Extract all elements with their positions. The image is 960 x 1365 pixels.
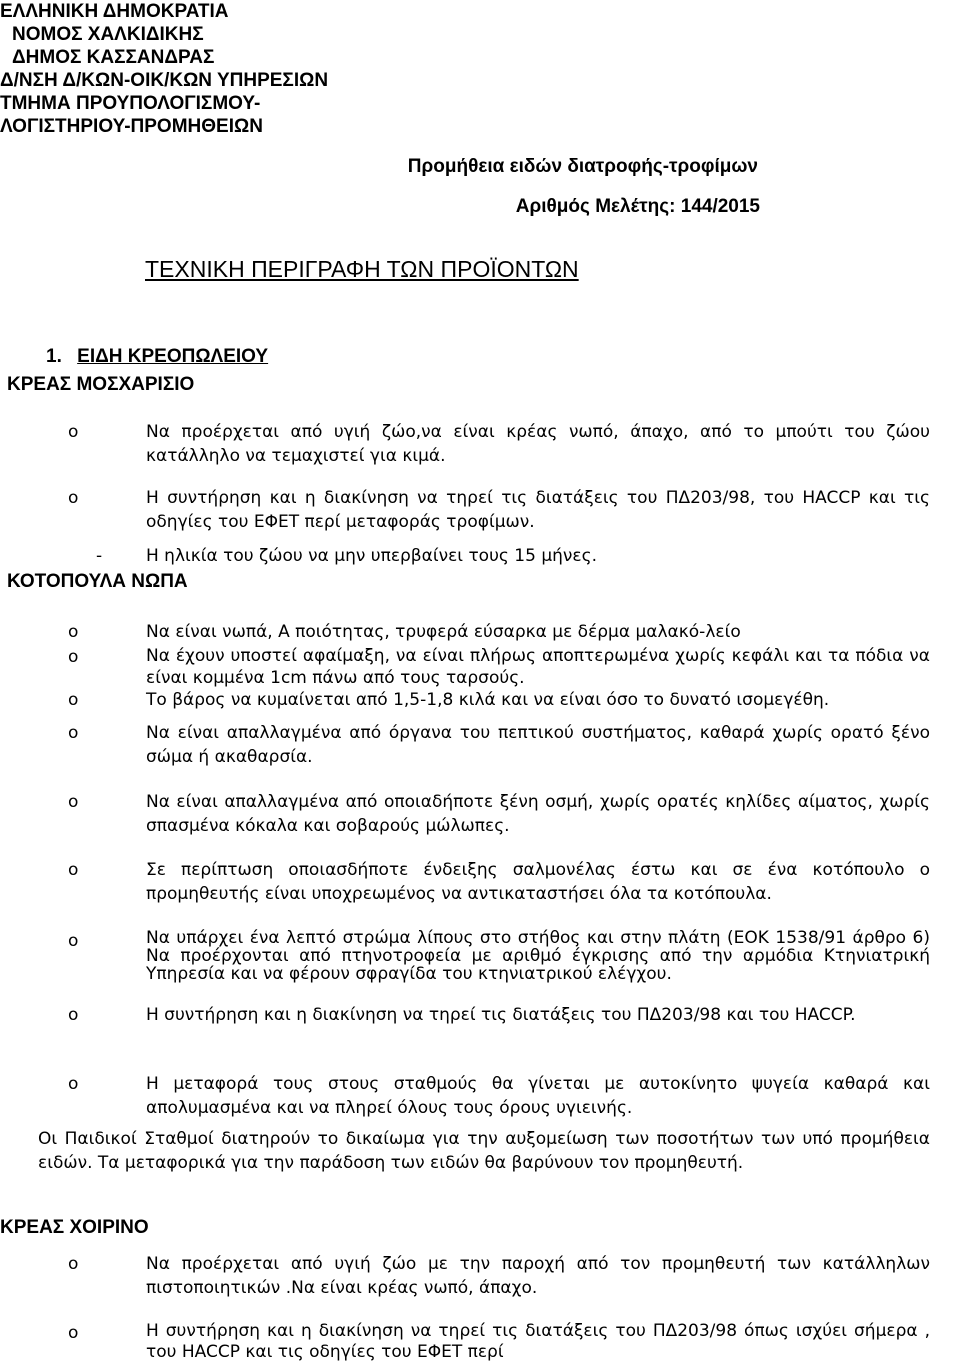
bullet-marker: o xyxy=(68,792,79,812)
item-text: Να προέρχεται από υγιή ζώο,να είναι κρέας νωπό, άπαχο, από το μπούτι του ζώου κατάλληλο να τεμαχιστεί για κιμά. xyxy=(146,422,930,466)
quantity-note: Οι Παιδικοί Σταθμοί διατηρούν το δικαίωμα για την αυξομείωση των ποσοτήτων των υπό προμήθεια ειδών. Τα μεταφορικά για την παράδοση των ειδών θα βαρύνουν τον προμηθευτή. xyxy=(38,1129,930,1173)
item-text: Να προέρχεται από υγιή ζώο με την παροχή από τον προμηθευτή των κατάλληλων πιστοποιητικών .Να είναι κρέας νωπό, άπαχο. xyxy=(146,1254,930,1298)
list-item xyxy=(68,1072,930,1120)
list-item xyxy=(68,420,930,468)
study-number: Αριθμός Μελέτης: 144/2015 xyxy=(515,196,760,217)
item-text: Να υπάρχει ένα λεπτό στρώμα λίπους στο στήθος και στην πλάτη (ΕΟΚ 1538/91 άρθρο 6) Να προέρχονται από πτηνοτροφεία με αριθμό έγκρισης από την αρμόδια Κτηνιατρική Υπηρεσία και να φέρουν σφραγίδα του κτηνιατρικού ελέγχου. xyxy=(146,928,930,984)
item-text: Να είναι νωπά, Α ποιότητας, τρυφερά εύσαρκα με δέρμα μαλακό-λείο xyxy=(146,622,741,642)
header-line: ΝΟΜΟΣ ΧΑΛΚΙΔΙΚΗΣ xyxy=(12,24,204,45)
item-text: Να έχουν υποστεί αφαίμαξη, να είναι πλήρως αποπτερωμένα χωρίς κεφάλι και τα πόδια να είναι κομμένα 1cm πάνω από τους ταρσούς. xyxy=(146,646,930,688)
bullet-marker: o xyxy=(68,860,79,880)
bullet-marker: o xyxy=(68,931,79,951)
header-line: ΔΗΜΟΣ ΚΑΣΣΑΝΔΡΑΣ xyxy=(12,47,215,68)
item-text: Η ηλικία του ζώου να μην υπερβαίνει τους 15 μήνες. xyxy=(146,546,597,566)
dash-marker: - xyxy=(96,546,103,566)
item-text: Να είναι απαλλαγμένα από όργανα του πεπτικού συστήματος, καθαρά χωρίς ορατό ξένο σώμα ή ακαθαρσία. xyxy=(146,723,930,767)
header-line: ΛΟΓΙΣΤΗΡΙΟΥ-ΠΡΟΜΗΘΕΙΩΝ xyxy=(0,116,263,137)
list-item xyxy=(68,544,930,568)
procurement-subject: Προμήθεια ειδών διατροφής-τροφίμων xyxy=(407,156,758,177)
section-heading xyxy=(46,346,268,368)
bullet-marker: o xyxy=(68,1323,79,1343)
item-text: Το βάρος να κυμαίνεται από 1,5-1,8 κιλά και να είναι όσο το δυνατό ισομεγέθη. xyxy=(146,690,830,710)
item-text: Να είναι απαλλαγμένα από οποιαδήποτε ξένη οσμή, χωρίς ορατές κηλίδες αίματος, χωρίς σπασμένα κόκαλα και σοβαρούς μώλωπες. xyxy=(146,792,930,836)
header-line: Δ/ΝΣΗ Δ/ΚΩΝ-ΟΙΚ/ΚΩΝ ΥΠΗΡΕΣΙΩΝ xyxy=(0,70,329,91)
list-item xyxy=(68,620,930,644)
beef-heading: ΚΡΕΑΣ ΜΟΣΧΑΡΙΣΙΟ xyxy=(7,374,195,395)
bullet-marker: o xyxy=(68,690,79,710)
list-item xyxy=(68,721,930,769)
list-item xyxy=(68,790,930,838)
item-text: Σε περίπτωση οποιασδήποτε ένδειξης σαλμονέλας έστω και σε ένα κοτόπουλο ο προμηθευτής είναι υποχρεωμένος να αντικαταστήσει όλα τα κοτόπουλα. xyxy=(146,860,930,904)
issuer-header xyxy=(0,0,328,138)
list-item xyxy=(68,929,930,983)
chicken-heading: ΚΟΤΟΠΟΥΛΑ ΝΩΠΑ xyxy=(7,571,188,592)
pork-heading: ΚΡΕΑΣ ΧΟΙΡΙΝΟ xyxy=(0,1217,149,1238)
bullet-marker: o xyxy=(68,1005,79,1025)
item-text: Η συντήρηση και η διακίνηση να τηρεί τις διατάξεις του ΠΔ203/98, του HACCP και τις οδηγίες του ΕΦΕΤ περί μεταφοράς τροφίμων. xyxy=(146,488,930,532)
bullet-marker: o xyxy=(68,647,79,667)
section-number: 1. xyxy=(46,346,62,367)
list-item xyxy=(68,1321,930,1363)
document-title: ΤΕΧΝΙΚΗ ΠΕΡΙΓΡΑΦΗ ΤΩΝ ΠΡΟΪΟΝΤΩΝ xyxy=(145,256,579,282)
list-item xyxy=(68,1252,930,1300)
item-text: Η μεταφορά τους στους σταθμούς θα γίνεται με αυτοκίνητο ψυγεία καθαρά και απολυμασμένα και να πληρεί όλους τους όρους υγιεινής. xyxy=(146,1074,930,1118)
bullet-marker: o xyxy=(68,422,79,442)
header-line: ΤΜΗΜΑ ΠΡΟΥΠΟΛΟΓΙΣΜΟΥ- xyxy=(0,93,261,114)
section-title: ΕΙΔΗ ΚΡΕΟΠΩΛΕΙΟΥ xyxy=(77,346,269,367)
bullet-marker: o xyxy=(68,1254,79,1274)
list-item xyxy=(68,858,930,906)
item-text: Η συντήρηση και η διακίνηση να τηρεί τις διατάξεις του ΠΔ203/98 όπως ισχύει σήμερα , του HACCP και τις οδηγίες του ΕΦΕΤ περί xyxy=(146,1321,930,1362)
list-item xyxy=(68,486,930,534)
list-item xyxy=(68,688,930,712)
bullet-marker: o xyxy=(68,723,79,743)
bullet-marker: o xyxy=(68,488,79,508)
header-line: ΕΛΛΗΝΙΚΗ ΔΗΜΟΚΡΑΤΙΑ xyxy=(0,1,229,22)
bullet-marker: o xyxy=(68,622,79,642)
list-item xyxy=(68,1003,930,1027)
bullet-marker: o xyxy=(68,1074,79,1094)
item-text: Η συντήρηση και η διακίνηση να τηρεί τις διατάξεις του ΠΔ203/98 και του HACCP. xyxy=(146,1005,856,1025)
list-item xyxy=(68,645,930,689)
